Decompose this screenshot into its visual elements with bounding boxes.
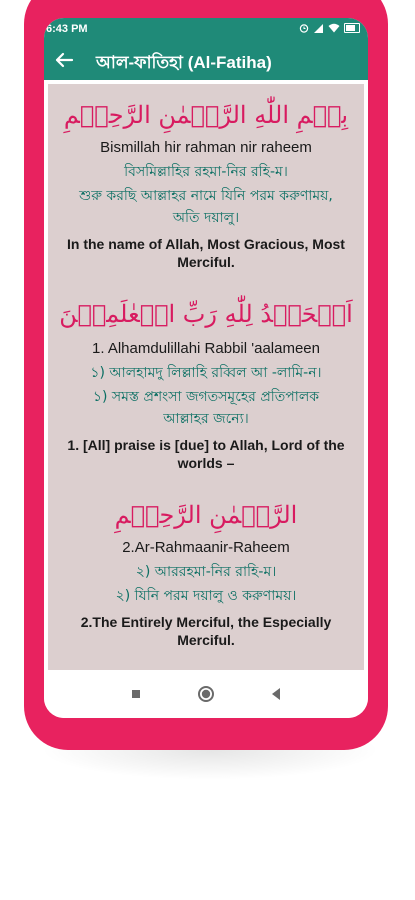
bangla-meaning-text: ২) যিনি পরম দয়ালু ও করুণাময়। (115, 588, 297, 604)
verse-block (48, 84, 364, 271)
english-meaning-text: 2.The Entirely Merciful, the Especially Merciful. (80, 614, 332, 648)
square-recents-icon[interactable] (124, 682, 148, 706)
transliteration-text: Bismillah hir rahman nir raheem (100, 139, 312, 156)
status-time: 6:43 PM (46, 23, 88, 35)
transliteration-text: 1. Alhamdulillahi Rabbil 'aalameen (91, 340, 320, 357)
triangle-back-icon[interactable] (264, 682, 288, 706)
bangla-transliteration-text: বিসমিল্লাহির রহমা-নির রহি-ম। (124, 164, 288, 180)
verse-block (48, 271, 364, 472)
bangla-transliteration-text: ২) আররহমা-নির রাহি-ম। (135, 564, 277, 580)
battery-icon (344, 23, 360, 33)
bangla-meaning-text: শুরু করছি আল্লাহর নামে যিনি পরম করুণাময়, অতি দয়ালু। (79, 188, 333, 226)
phone-frame (24, 0, 388, 750)
signal-icon (313, 23, 324, 33)
status-icons (299, 23, 360, 33)
app-bar (44, 42, 368, 80)
bangla-meaning-text: ১) সমস্ত প্রশংসা জগতসমূহের প্রতিপালক আল্লাহর জন্যে। (92, 389, 320, 427)
system-nav-bar (44, 670, 368, 718)
verse-block (48, 472, 364, 649)
status-bar (44, 18, 368, 42)
english-meaning-text: 1. [All] praise is [due] to Allah, Lord of the worlds – (67, 437, 345, 471)
alarm-icon (299, 23, 309, 33)
circle-home-icon[interactable] (194, 682, 218, 706)
arabic-text: اَلۡحَمۡدُ لِلّٰهِ رَبِّ الۡعٰلَمِیۡنَ (59, 300, 353, 328)
surah-card (48, 84, 364, 670)
phone-screen (44, 18, 368, 718)
english-meaning-text: In the name of Allah, Most Gracious, Most Merciful. (67, 236, 345, 270)
arabic-text: بِسۡمِ اللّٰهِ الرَّحۡمٰنِ الرَّحِیۡمِ (63, 101, 349, 129)
transliteration-text: 2.Ar-Rahmaanir-Raheem (122, 539, 290, 556)
wifi-icon (328, 23, 340, 33)
content-area[interactable] (44, 80, 368, 670)
arabic-text: الرَّحۡمٰنِ الرَّحِیۡمِ (114, 501, 298, 529)
bangla-transliteration-text: ১) আলহামদু লিল্লাহি রব্বিল আ -লামি-ন। (90, 365, 322, 381)
page-title: আল-ফাতিহা (Al-Fatiha) (96, 53, 272, 72)
arrow-left-icon[interactable] (52, 48, 76, 72)
